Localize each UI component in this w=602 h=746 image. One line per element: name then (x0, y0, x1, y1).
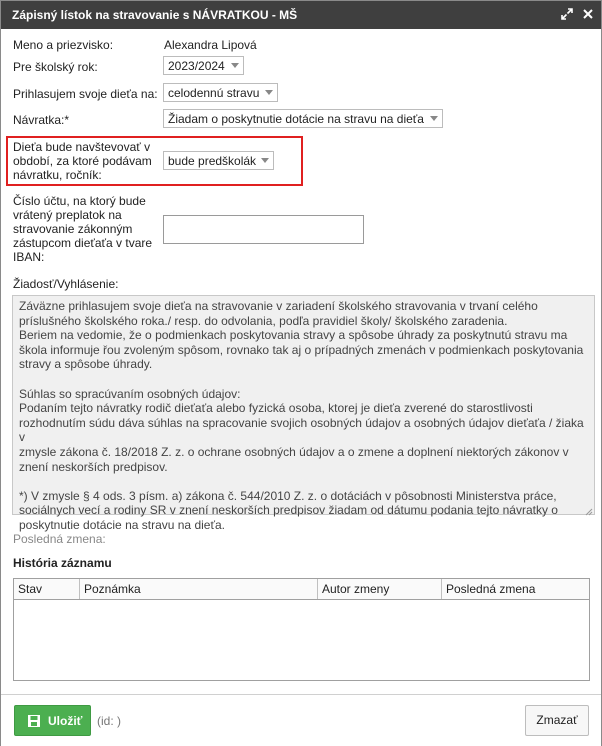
request-text-line: rozhodnutím súdu dáva súhlas na spracovanie svojich osobných údajov a osobných údajov dieťaťa / žiaka v (19, 415, 584, 445)
request-text-gap (19, 474, 588, 489)
account-label-line-1: Číslo účtu, na ktorý bude (13, 194, 146, 208)
save-button[interactable] (14, 705, 91, 736)
account-label-line-3: stravovanie zákonným (13, 222, 133, 236)
request-text-line: stravy a spôsobe úhrady. (19, 357, 153, 372)
name-value: Alexandra Lipová (164, 38, 257, 52)
return-select[interactable] (163, 109, 443, 128)
request-text-line: Záväzne prihlasujem svoje dieťa na stravovanie v zariadení školského stravovania v trvaní celého (19, 299, 538, 313)
record-id-text: (id: ) (97, 714, 121, 728)
request-textarea[interactable] (12, 295, 595, 532)
request-text-line: Súhlas so spracúvaním osobných údajov: (19, 386, 241, 401)
expand-icon[interactable] (560, 8, 574, 22)
return-selected: Žiadam o poskytnutie dotácie na stravu na dieťa (168, 112, 424, 126)
request-text-line: Beriem na vedomie, že o podmienkach poskytovania stravy a spôsobe úhrady za poskytnutú stravu ma (19, 328, 568, 343)
attend-label-line-1: Dieťa bude navštevovať v (13, 140, 151, 154)
last-change-label: Posledná zmena: (13, 532, 106, 546)
account-label-line-2: vrátený preplatok na (13, 208, 122, 222)
delete-button[interactable]: Zmazať (525, 705, 589, 736)
close-icon[interactable] (581, 8, 595, 22)
chevron-down-icon (261, 158, 269, 163)
request-text-line: poskytnutie dotácie na stravu na dieťa. (19, 517, 225, 532)
save-button-label: Uložiť (48, 714, 83, 728)
history-grid-header (14, 579, 589, 600)
resize-grip-icon[interactable] (585, 505, 593, 513)
title-bar[interactable] (1, 1, 601, 29)
dialog-title: Zápisný lístok na stravovanie s NÁVRATKOU - MŠ (12, 8, 298, 22)
column-header-status[interactable]: Stav (14, 579, 80, 599)
request-label: Žiadosť/Vyhlásenie: (13, 277, 119, 291)
request-text-line: škola informuje řou zvoleným spôsom, rovnako tak aj o prípadných zmenách v podmienkach poskytovania (19, 342, 584, 357)
request-text-line: Podaním tejto návratky rodič dieťaťa alebo fyzická osoba, ktorej je dieťa zverené do starostlivosti (19, 401, 533, 416)
school-year-selected: 2023/2024 (168, 59, 225, 73)
request-text-gap (19, 372, 588, 387)
return-label: Návratka:* (13, 113, 70, 127)
attend-selected: bude predškolák (168, 154, 257, 168)
chevron-down-icon (430, 116, 438, 121)
history-grid (13, 578, 590, 681)
request-text-line: *) V zmysle § 4 ods. 3 písm. a) zákona č. 544/2010 Z. z. o dotáciách v pôsobnosti Ministerstva práce, (19, 488, 557, 503)
column-header-last-change[interactable]: Posledná zmena (446, 582, 536, 596)
attend-select[interactable] (163, 151, 274, 170)
column-header-author[interactable]: Autor zmeny (318, 579, 442, 599)
attend-label-line-3: návratku, ročník: (13, 168, 102, 182)
school-year-select[interactable] (163, 56, 244, 75)
floppy-disk-icon (28, 715, 40, 727)
enroll-selected: celodennú stravu (168, 86, 260, 100)
name-label: Meno a priezvisko: (13, 38, 114, 52)
request-text-line: sociálnych vecí a rodiny SR v znení neskorších predpisov žiadam od dátumu podania tejto návratky o (19, 503, 558, 518)
school-year-label: Pre školský rok: (13, 60, 98, 74)
attend-label-line-2: období, za ktoré podávam (13, 154, 152, 168)
history-title: História záznamu (13, 556, 112, 570)
enroll-select[interactable] (163, 83, 278, 102)
request-text-line: znení neskorších predpisov. (19, 459, 168, 474)
request-text-line: zmysle zákona č. 18/2018 Z. z. o ochrane osobných údajov a o zmene a doplnení niektorých zákonov v (19, 444, 569, 459)
column-header-note[interactable]: Poznámka (80, 579, 318, 599)
enroll-label: Prihlasujem svoje dieťa na: (13, 87, 158, 101)
chevron-down-icon (231, 63, 239, 68)
account-label-line-4: zástupcom dieťaťa v tvare (13, 236, 153, 250)
request-text-line: príslušného školského roka./ resp. do odvolania, podľa pravidiel školy/ školského zaradenia. (19, 313, 508, 328)
account-label-line-5: IBAN: (13, 250, 45, 264)
dialog-footer (1, 694, 601, 746)
iban-input[interactable] (163, 215, 364, 244)
chevron-down-icon (265, 90, 273, 95)
